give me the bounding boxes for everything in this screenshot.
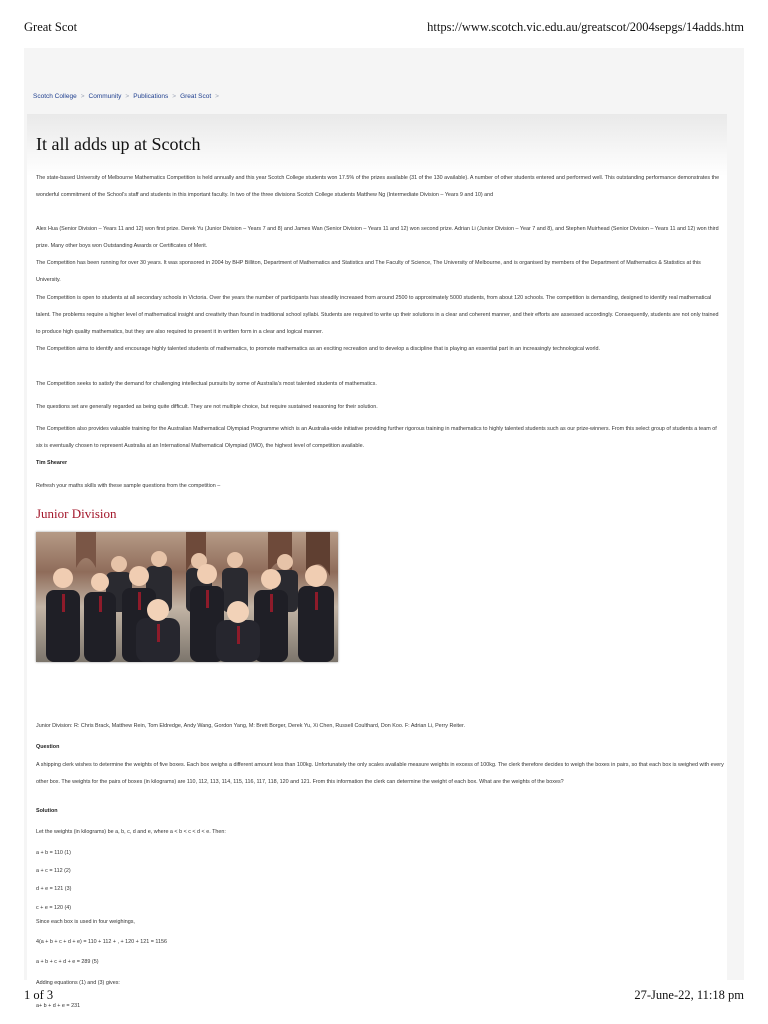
equation-3: d + e = 121 (3) bbox=[36, 886, 72, 892]
photo-caption: Junior Division: R: Chris Brack, Matthew Rein, Tom Eldredge, Andy Wang, Gordon Yang, M: Brett Borger, Derek Yu, Xi Chen, Russell Coulthard, Don Koo. F: Adrian Li, Perry Reiter. bbox=[36, 723, 466, 729]
equation-1: a + b = 110 (1) bbox=[36, 850, 71, 856]
adding-text: Adding equations (1) and (3) gives: bbox=[36, 980, 120, 986]
breadcrumb-separator: > bbox=[125, 93, 130, 100]
solution-label: Solution bbox=[36, 808, 58, 814]
paragraph-intro: The state-based University of Melbourne Mathematics Competition is held annually and this year Scotch College students won 17.5% of the prizes available (31 of the 130 available). A number of other students entered and performed well. This outstanding performance demonstrates the wonderful commitment of the School's staff and students in this important faculty. In two of the three divisions Scotch College students Matthew Ng (Intermediate Division – Years 9 and 10) and bbox=[36, 175, 720, 198]
junior-division-heading: Junior Division bbox=[36, 506, 117, 521]
page-title: It all adds up at Scotch bbox=[36, 134, 201, 154]
sum-equation: 4(a + b + c + d + e) = 110 + 112 + , + 120 + 121 = 1156 bbox=[36, 939, 167, 945]
print-header bbox=[0, 20, 768, 38]
breadcrumb-separator: > bbox=[215, 93, 219, 100]
breadcrumb bbox=[33, 93, 223, 100]
equation-2: a + c = 112 (2) bbox=[36, 868, 71, 874]
breadcrumb-community[interactable]: Community bbox=[88, 93, 122, 100]
print-datetime: 27-June-22, 11:18 pm bbox=[634, 988, 744, 1002]
breadcrumb-separator: > bbox=[172, 93, 177, 100]
page-number: 1 of 3 bbox=[24, 988, 54, 1002]
paragraph-questions: The questions set are generally regarded as being quite difficult. They are not multiple choice, but require sustained reasoning for their solution. bbox=[36, 404, 378, 410]
breadcrumb-scotch-college[interactable]: Scotch College bbox=[33, 93, 77, 100]
print-header-title: Great Scot bbox=[24, 20, 78, 34]
breadcrumb-publications[interactable]: Publications bbox=[133, 93, 169, 100]
equation-4: c + e = 120 (4) bbox=[36, 905, 72, 911]
question-text: A shipping clerk wishes to determine the weights of five boxes. Each box weighs a different amount less than 100kg. Unfortunately the only scales available measure weights in excess of 100kg. The clerk therefore decides to weigh the boxes in pairs, so that each box is weighed with every other box. The weights for the pairs of boxes (in kilograms) are 110, 112, 113, 114, 115, 116, 117, 118, 120 and 121. From this information the clerk can determine the weight of each box. What are the weights of the boxes? bbox=[36, 762, 724, 785]
junior-division-photo bbox=[36, 532, 338, 662]
paragraph-aims: The Competition aims to identify and encourage highly talented students of mathematics, to promote mathematics as an exciting recreation and to develop a discipline that is playing an essential part in an increasingly technological world. bbox=[36, 346, 600, 352]
paragraph-open: The Competition is open to students at all secondary schools in Victoria. Over the years the number of participants has steadily increased from around 2500 to approximately 5000 students, from about 120 schools. The competition is demanding, designed to identify real mathematical talent. The problems require a higher level of mathematical insight and creativity than found in traditional school syllabi. Students are required to write up their solutions in a clear and coherent manner, and their efforts are assessed accordingly. Consequently, students are not only trained to produce high quality mathematics, but they are also required to present it in written form in a clear and logical manner. bbox=[36, 295, 719, 335]
since-text: Since each box is used in four weighings, bbox=[36, 919, 135, 925]
print-header-url: https://www.scotch.vic.edu.au/greatscot/2004sepgs/14adds.htm bbox=[427, 20, 744, 34]
breadcrumb-great-scot[interactable]: Great Scot bbox=[180, 93, 212, 100]
paragraph-refresh: Refresh your maths skills with these sample questions from the competition – bbox=[36, 483, 221, 489]
equation-6: a+ b + d + e = 231 bbox=[36, 1003, 81, 1009]
paragraph-demand: The Competition seeks to satisfy the demand for challenging intellectual pursuits by some of Australia's most talented students of mathematics. bbox=[36, 381, 377, 387]
author-name: Tim Shearer bbox=[36, 460, 68, 466]
paragraph-olympiad: The Competition also provides valuable training for the Australian Mathematical Olympiad Programme which is an Australia-wide initiative providing further rigorous training in mathematics to highly talented students such as our prize-winners. From this select group of students a team of six is eventually chosen to represent Australia at an International Mathematical Olympiad (IMO), the highest level of competition available. bbox=[36, 426, 717, 449]
solution-intro: Let the weights (in kilograms) be a, b, c, d and e, where a < b < c < d < e. Then: bbox=[36, 829, 226, 835]
question-label: Question bbox=[36, 744, 60, 750]
print-footer bbox=[0, 988, 768, 1006]
equation-5: a + b + c + d + e = 289 (5) bbox=[36, 959, 99, 965]
breadcrumb-separator: > bbox=[80, 93, 85, 100]
paragraph-winners: Alex Hua (Senior Division – Years 11 and 12) won first prize. Derek Yu (Junior Division – Years 7 and 8) and James Wan (Senior Division – Years 11 and 12) won second prize. Adrian Li (Junior Division – Year 7 and 8), and Stephen Muirhead (Senior Division – Years 11 and 12) won third prize. Many other boys won Outstanding Awards or Certificates of Merit. bbox=[36, 226, 719, 249]
paragraph-history: The Competition has been running for over 30 years. It was sponsored in 2004 by BHP Billiton, Department of Mathematics and Statistics and The Faculty of Science, The University of Melbourne, and is organised by members of the Department of Mathematics & Statistics at this University. bbox=[36, 260, 701, 283]
